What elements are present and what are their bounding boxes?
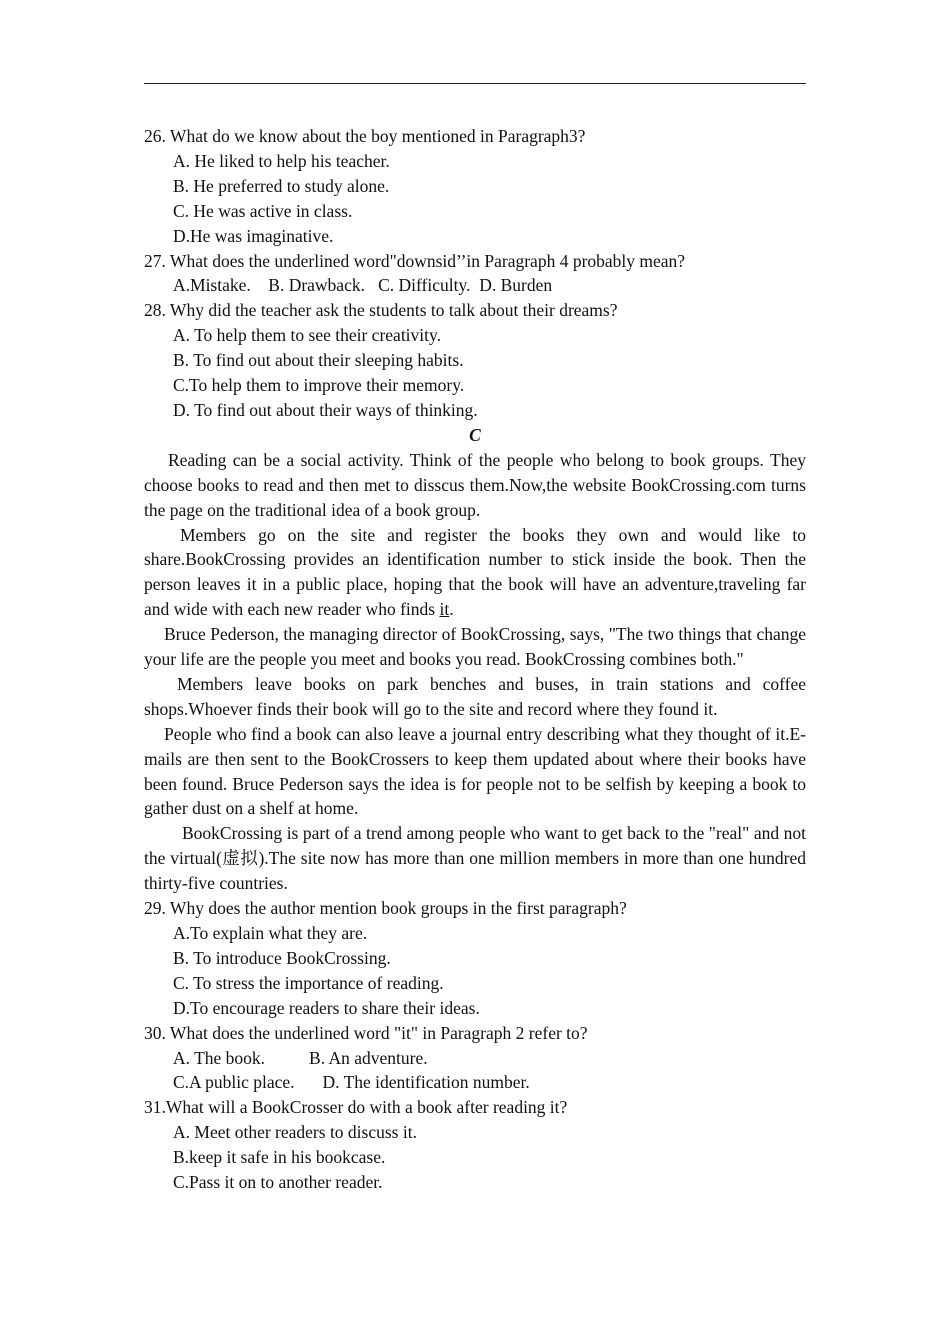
question-30-options-row-2 — [144, 1070, 806, 1095]
passage-paragraph-2 — [144, 523, 806, 623]
question-29-stem: 29. Why does the author mention book groups in the first paragraph? — [144, 898, 627, 919]
question-26-stem: 26. What do we know about the boy mentioned in Paragraph3? — [144, 126, 586, 146]
question-29-option-b: B. To introduce BookCrossing. — [173, 947, 391, 968]
question-29-option-a: A.To explain what they are. — [173, 923, 368, 943]
question-26-option-c: C. He was active in class. — [173, 200, 353, 221]
question-29-option-c: C. To stress the importance of reading. — [173, 972, 444, 993]
question-26-option-b: B. He preferred to study alone. — [173, 175, 390, 196]
underlined-it: it — [439, 599, 450, 620]
question-28-option-d: D. To find out about their ways of thinking. — [173, 399, 478, 420]
question-30-stem: 30. What does the underlined word "it" in Paragraph 2 refer to? — [144, 1022, 588, 1043]
question-30-option-d: D. The identification number. — [322, 1072, 530, 1093]
passage-paragraph-1: Reading can be a social activity. Think of the people who belong to book groups. They choose books to read and then met to disscus them.Now,the website BookCrossing.com turns the page on the traditional idea of a book group. — [144, 449, 806, 520]
question-31-option-b: B.keep it safe in his bookcase. — [173, 1147, 386, 1168]
question-30-option-a: A. The book. — [173, 1047, 266, 1068]
question-29-option-d: D.To encourage readers to share their ideas. — [173, 997, 480, 1018]
question-30-options-row-1 — [144, 1046, 806, 1071]
passage-paragraph-4: Members leave books on park benches and buses, in train stations and coffee shops.Whoever finds their book will go to the site and record where they found it. — [144, 673, 806, 719]
question-28-stem: 28. Why did the teacher ask the students to talk about their dreams? — [144, 300, 618, 321]
question-28-option-a: A. To help them to see their creativity. — [173, 325, 442, 346]
question-30-option-b: B. An adventure. — [309, 1047, 428, 1068]
question-31-stem: 31.What will a BookCrosser do with a book after reading it? — [144, 1097, 568, 1118]
document-body — [144, 124, 806, 1195]
question-26-option-a: A. He liked to help his teacher. — [173, 150, 390, 171]
header-rule — [144, 83, 806, 84]
passage-paragraph-3: Bruce Pederson, the managing director of BookCrossing, says, "The two things that change your life are the people you meet and books you read. BookCrossing combines both." — [144, 624, 806, 670]
question-27-options: A.Mistake. B. Drawback. C. Difficulty. D. Burden — [173, 275, 553, 296]
passage-paragraph-5: People who find a book can also leave a journal entry describing what they thought of it.E-mails are then sent to the BookCrossers to keep them updated about where their books have been found. Bruce Pederson says the idea is for people not to be selfish by keeping a book to gather dust on a shelf at home. — [144, 723, 806, 819]
passage-paragraph-2-end: . — [449, 599, 454, 620]
passage-paragraph-6: BookCrossing is part of a trend among people who want to get back to the "real" and not the virtual(虚拟).The site now has more than one million members in more than one hundred thirty-five countries. — [144, 823, 806, 894]
passage-paragraph-2-text: Members go on the site and register the books they own and would like to share.BookCrossing provides an identification number to stick inside the book. Then the person leaves it in a public place, hoping that the book will have an adventure,traveling far and wide with each new reader who finds — [144, 524, 806, 620]
question-31-option-a: A. Meet other readers to discuss it. — [173, 1122, 417, 1143]
section-c-heading: C — [469, 424, 481, 445]
question-30-option-c: C.A public place. — [173, 1072, 295, 1093]
question-28-option-c: C.To help them to improve their memory. — [173, 375, 465, 396]
question-28-option-b: B. To find out about their sleeping habits. — [173, 350, 464, 371]
question-27-stem: 27. What does the underlined word"downsid’’in Paragraph 4 probably mean? — [144, 250, 686, 271]
question-31-option-c: C.Pass it on to another reader. — [173, 1172, 383, 1193]
question-26-option-d: D.He was imaginative. — [173, 225, 334, 246]
